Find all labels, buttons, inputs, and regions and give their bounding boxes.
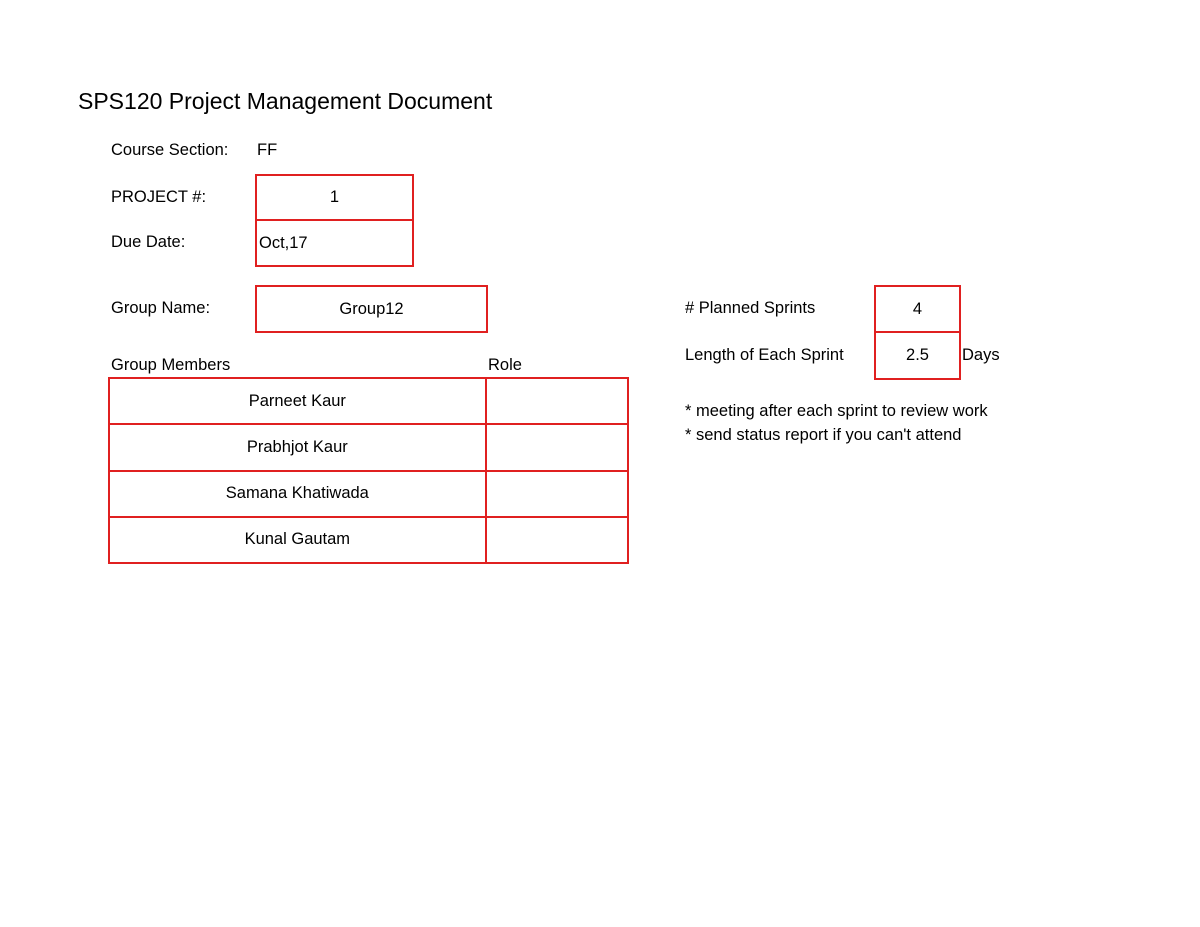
group-name-label: Group Name: [111, 299, 211, 317]
table-row [109, 378, 628, 424]
project-number-label: PROJECT #: [111, 188, 207, 206]
due-date-label: Due Date: [111, 233, 186, 251]
member-name: Prabhjot Kaur [109, 424, 486, 470]
member-name: Samana Khatiwada [109, 471, 486, 517]
table-row [109, 471, 628, 517]
document-title: SPS120 Project Management Document [78, 88, 493, 114]
planned-sprints-label: # Planned Sprints [685, 299, 816, 317]
sprint-length-unit: Days [962, 346, 1000, 364]
member-role [486, 517, 628, 563]
member-name: Kunal Gautam [109, 517, 486, 563]
sprint-length-cell [874, 333, 961, 380]
table-row [109, 424, 628, 470]
project-number-cell [255, 174, 414, 221]
member-role [486, 378, 628, 424]
group-members-header: Group Members [111, 356, 231, 374]
course-section-value: FF [257, 141, 278, 159]
table-row [109, 517, 628, 563]
note-status-report: * send status report if you can't attend [685, 426, 962, 444]
sprint-length-label: Length of Each Sprint [685, 346, 844, 364]
member-role [486, 424, 628, 470]
member-name: Parneet Kaur [109, 378, 486, 424]
planned-sprints-cell [874, 285, 961, 333]
note-meeting: * meeting after each sprint to review work [685, 402, 988, 420]
sprint-length-value: 2.5 [906, 346, 929, 364]
due-date-value: Oct,17 [259, 233, 308, 252]
group-name-cell [255, 285, 488, 333]
planned-sprints-value: 4 [912, 299, 923, 318]
group-members-table [108, 377, 629, 564]
group-name-value: Group12 [339, 299, 404, 318]
member-role [486, 471, 628, 517]
course-section-label: Course Section: [111, 141, 229, 159]
project-number-value: 1 [329, 188, 340, 206]
role-header: Role [488, 356, 522, 374]
due-date-cell [255, 221, 414, 267]
